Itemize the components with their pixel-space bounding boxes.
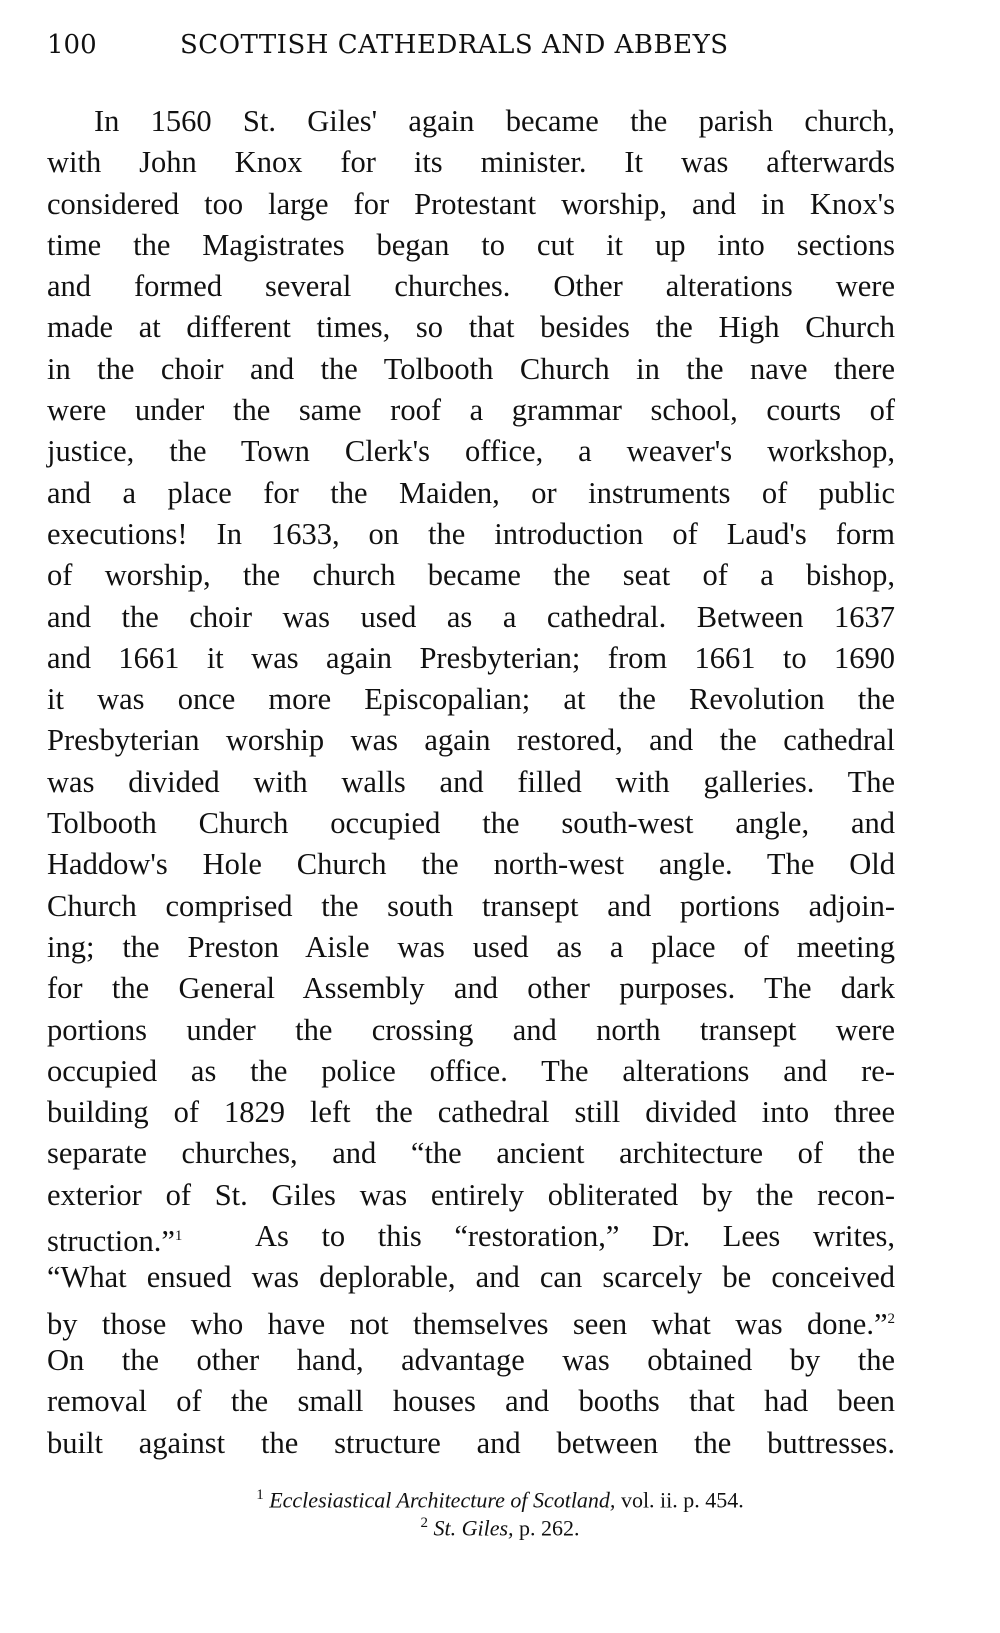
footnote-2 bbox=[0, 1515, 1000, 1541]
text-line: executions! In 1633, on the introduction of Laud's form bbox=[47, 516, 895, 551]
text-line: In 1560 St. Giles' again became the parish church, bbox=[94, 104, 895, 138]
text-span: by those who have not themselves seen what was done.” bbox=[47, 1306, 888, 1341]
text-line: exterior of St. Giles was entirely obliterated by the recon- bbox=[47, 1177, 895, 1212]
text-line: with John Knox for its minister. It was afterwards bbox=[47, 145, 895, 180]
footnote-title: Ecclesiastical Architecture of Scotland, bbox=[269, 1487, 616, 1513]
text-line: of worship, the church became the seat of a bishop, bbox=[47, 558, 895, 593]
text-line: considered too large for Protestant worship, and in Knox's bbox=[47, 186, 895, 221]
footnote-title: St. Giles, bbox=[433, 1515, 514, 1541]
text-line: ing; the Preston Aisle was used as a place of meeting bbox=[47, 929, 895, 964]
text-line: time the Magistrates began to cut it up into sections bbox=[47, 227, 895, 262]
text-line: and 1661 it was again Presbyterian; from 1661 to 1690 bbox=[47, 640, 895, 675]
text-line: Haddow's Hole Church the north-west angle. The Old bbox=[47, 847, 895, 882]
text-line: made at different times, so that besides the High Church bbox=[47, 310, 895, 345]
text-line: Presbyterian worship was again restored, and the cathedral bbox=[47, 723, 895, 758]
text-line: and the choir was used as a cathedral. Between 1637 bbox=[47, 599, 895, 634]
text-line: were under the same roof a grammar school, courts of bbox=[47, 393, 895, 428]
page-number: 100 bbox=[47, 30, 97, 60]
body-text bbox=[47, 101, 895, 1464]
text-line: On the other hand, advantage was obtained by the bbox=[47, 1342, 895, 1377]
text-segment: As to this “restoration,” Dr. Lees writes, bbox=[255, 1219, 895, 1254]
text-line: was divided with walls and filled with galleries. The bbox=[47, 764, 895, 799]
text-line: it was once more Episcopalian; at the Revolution the bbox=[47, 682, 895, 717]
text-line: Church comprised the south transept and portions adjoin- bbox=[47, 888, 895, 923]
text-line: justice, the Town Clerk's office, a weaver's workshop, bbox=[47, 434, 895, 469]
text-segment bbox=[47, 1216, 182, 1257]
text-line: built against the structure and between the buttresses. bbox=[47, 1425, 895, 1460]
footnote-text: p. 262. bbox=[513, 1515, 580, 1541]
text-line: building of 1829 left the cathedral still divided into three bbox=[47, 1095, 895, 1130]
text-line: in the choir and the Tolbooth Church in the nave there bbox=[47, 351, 895, 386]
text-line: removal of the small houses and booths that had been bbox=[47, 1384, 895, 1419]
footnote-ref: 2 bbox=[887, 1310, 895, 1327]
footnote-ref: 1 bbox=[174, 1228, 183, 1245]
text-line: portions under the crossing and north transept were bbox=[47, 1012, 895, 1047]
text-line: separate churches, and “the ancient architecture of the bbox=[47, 1136, 895, 1171]
text-line: occupied as the police office. The alterations and re- bbox=[47, 1053, 895, 1088]
text-span: struction.” bbox=[47, 1224, 175, 1259]
footnote-mark: 1 bbox=[256, 1487, 264, 1503]
running-title: SCOTTISH CATHEDRALS AND ABBEYS bbox=[180, 30, 729, 60]
text-line: “What ensued was deplorable, and can scarcely be conceived bbox=[47, 1260, 895, 1295]
text-line: for the General Assembly and other purposes. The dark bbox=[47, 971, 895, 1006]
text-line bbox=[47, 1216, 895, 1257]
text-line: Tolbooth Church occupied the south-west angle, and bbox=[47, 806, 895, 841]
text-line bbox=[47, 1299, 895, 1340]
footnote-text: vol. ii. p. 454. bbox=[615, 1487, 744, 1513]
footnote-1 bbox=[0, 1487, 1000, 1513]
text-line: and formed several churches. Other alterations were bbox=[47, 269, 895, 304]
footnote-mark: 2 bbox=[420, 1515, 428, 1531]
text-line: and a place for the Maiden, or instruments of public bbox=[47, 475, 895, 510]
